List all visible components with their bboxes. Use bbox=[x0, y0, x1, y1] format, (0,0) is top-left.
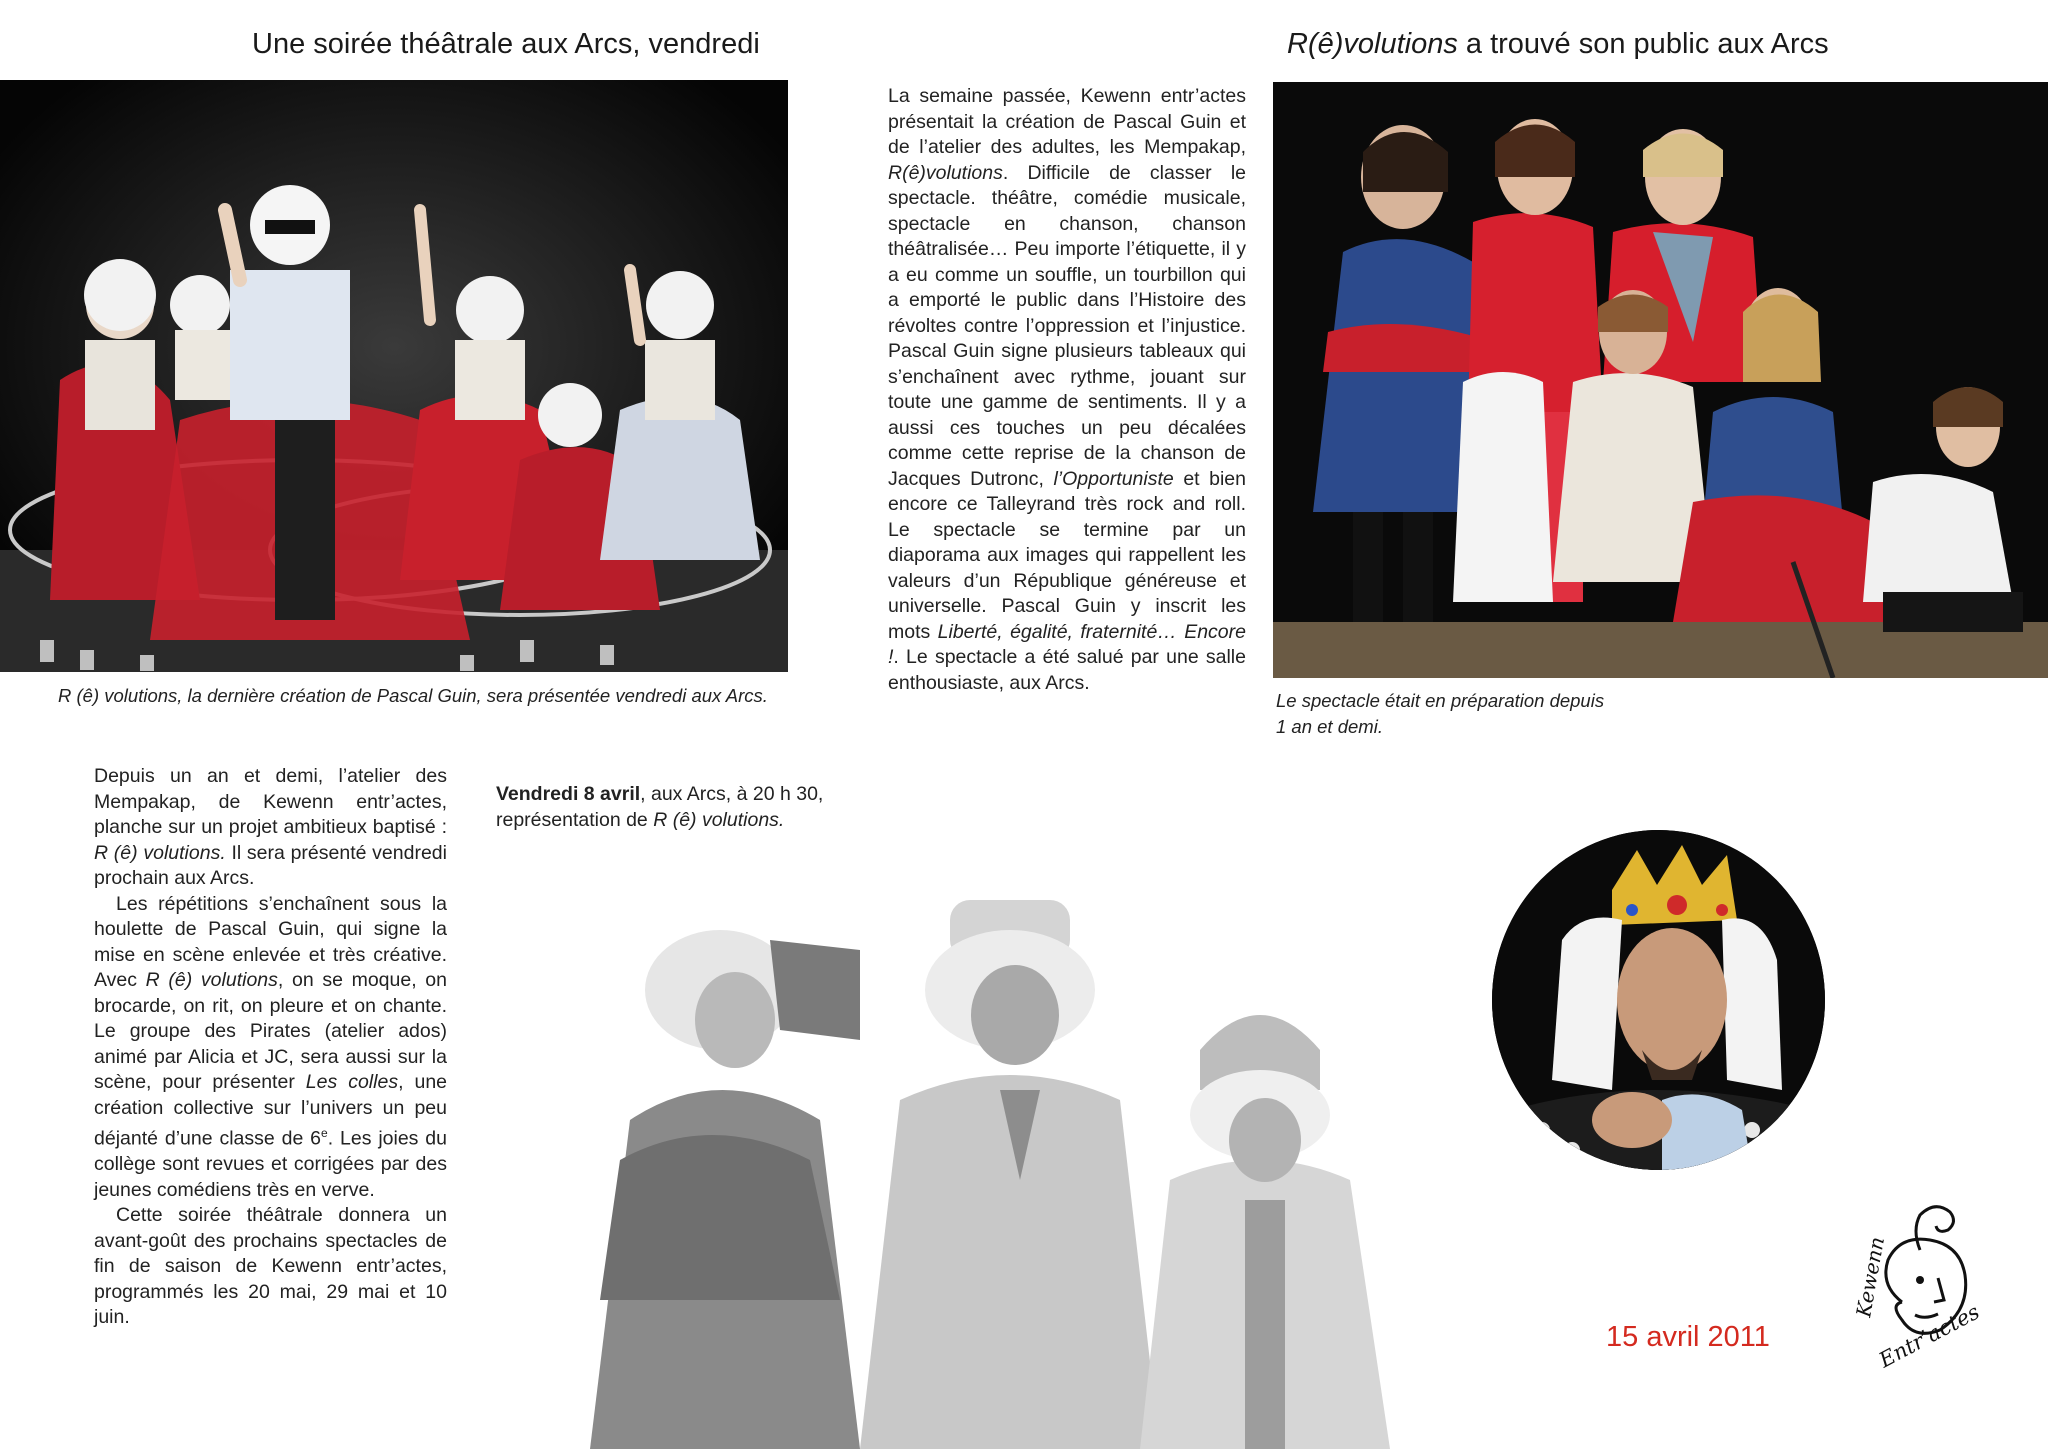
left-body-paragraph-3: Cette soirée théâtrale donnera un avant-goût des prochains spectacles de fin de saison de Kewenn entr’actes, programmés les 20 mai, 29 mai et 10 juin. bbox=[94, 1204, 447, 1328]
left-article-body bbox=[94, 764, 447, 1331]
left-photo-caption: R (ê) volutions, la dernière création de Pascal Guin, sera présentée vendredi aux Arcs. bbox=[58, 685, 768, 706]
right-photo-caption: Le spectacle était en préparation depuis 1 an et demi. bbox=[1276, 690, 1605, 737]
right-headline: R(ê)volutions a trouvé son public aux Arcs bbox=[1287, 28, 1829, 60]
event-info: Vendredi 8 avril, aux Arcs, à 20 h 30, représentation de R (ê) volutions. bbox=[496, 783, 824, 831]
left-headline: Une soirée théâtrale aux Arcs, vendredi bbox=[252, 28, 760, 60]
left-body-paragraph-1: Depuis un an et demi, l’atelier des Mempakap, de Kewenn entr’actes, planche sur un projet ambitieux baptisé : R (ê) volutions. Il sera présenté vendredi prochain aux Arcs. bbox=[94, 765, 447, 889]
kewenn-logo bbox=[1820, 1190, 2000, 1380]
right-stage-photo bbox=[1273, 82, 2048, 678]
king-portrait bbox=[1492, 830, 1825, 1170]
right-article-body: La semaine passée, Kewenn entr’actes présentait la création de Pascal Guin et de l’atelier des adultes, les Mempakap, R(ê)volutions. Difficile de classer le spectacle. théâtre, comédie musicale, spectacle en chanson, chanson théâtralisée… Peu importe l’étiquette, il y a eu comme un souffle, un tourbillon qui a emporté le public dans l’Histoire des révoltes contre l’oppression et l’injustice. Pascal Guin signe plusieurs tableaux qui s’enchaînent avec rythme, jouant sur toute une gamme de sentiments. Il y a aussi ces touches un peu décalées comme cette reprise de la chanson de Jacques Dutronc, l’Opportuniste et bien encore ce Talleyrand très rock and roll. Le spectacle se termine par un diaporama aux images qui rappellent les valeurs d’un République généreuse et universelle. Pascal Guin y inscrit les mots Liberté, égalité, fraternité… Encore !. Le spectacle a été salué par une salle enthousiaste, aux Arcs. bbox=[888, 85, 1246, 694]
left-stage-photo bbox=[0, 80, 788, 672]
costume-trio-photo bbox=[560, 880, 1420, 1449]
left-body-paragraph-2: Les répétitions s’enchaînent sous la houlette de Pascal Guin, qui signe la mise en scène enlevée et très créative. Avec R (ê) volutions, on se moque, on brocarde, on rit, on pleure et on chante. Le groupe des Pirates (atelier ados) animé par Alicia et JC, sera aussi sur la scène, pour présenter Les colles, une création collective sur l’univers un peu déjanté d’une classe de 6e. Les joies du collège sont revues et corrigées par des jeunes comédiens très en verve. bbox=[94, 892, 448, 1201]
publication-date: 15 avril 2011 bbox=[1606, 1321, 1770, 1353]
logo-line1: Kewenn bbox=[1851, 1234, 1889, 1319]
logo-line2: Entr’actes bbox=[1875, 1299, 1984, 1373]
